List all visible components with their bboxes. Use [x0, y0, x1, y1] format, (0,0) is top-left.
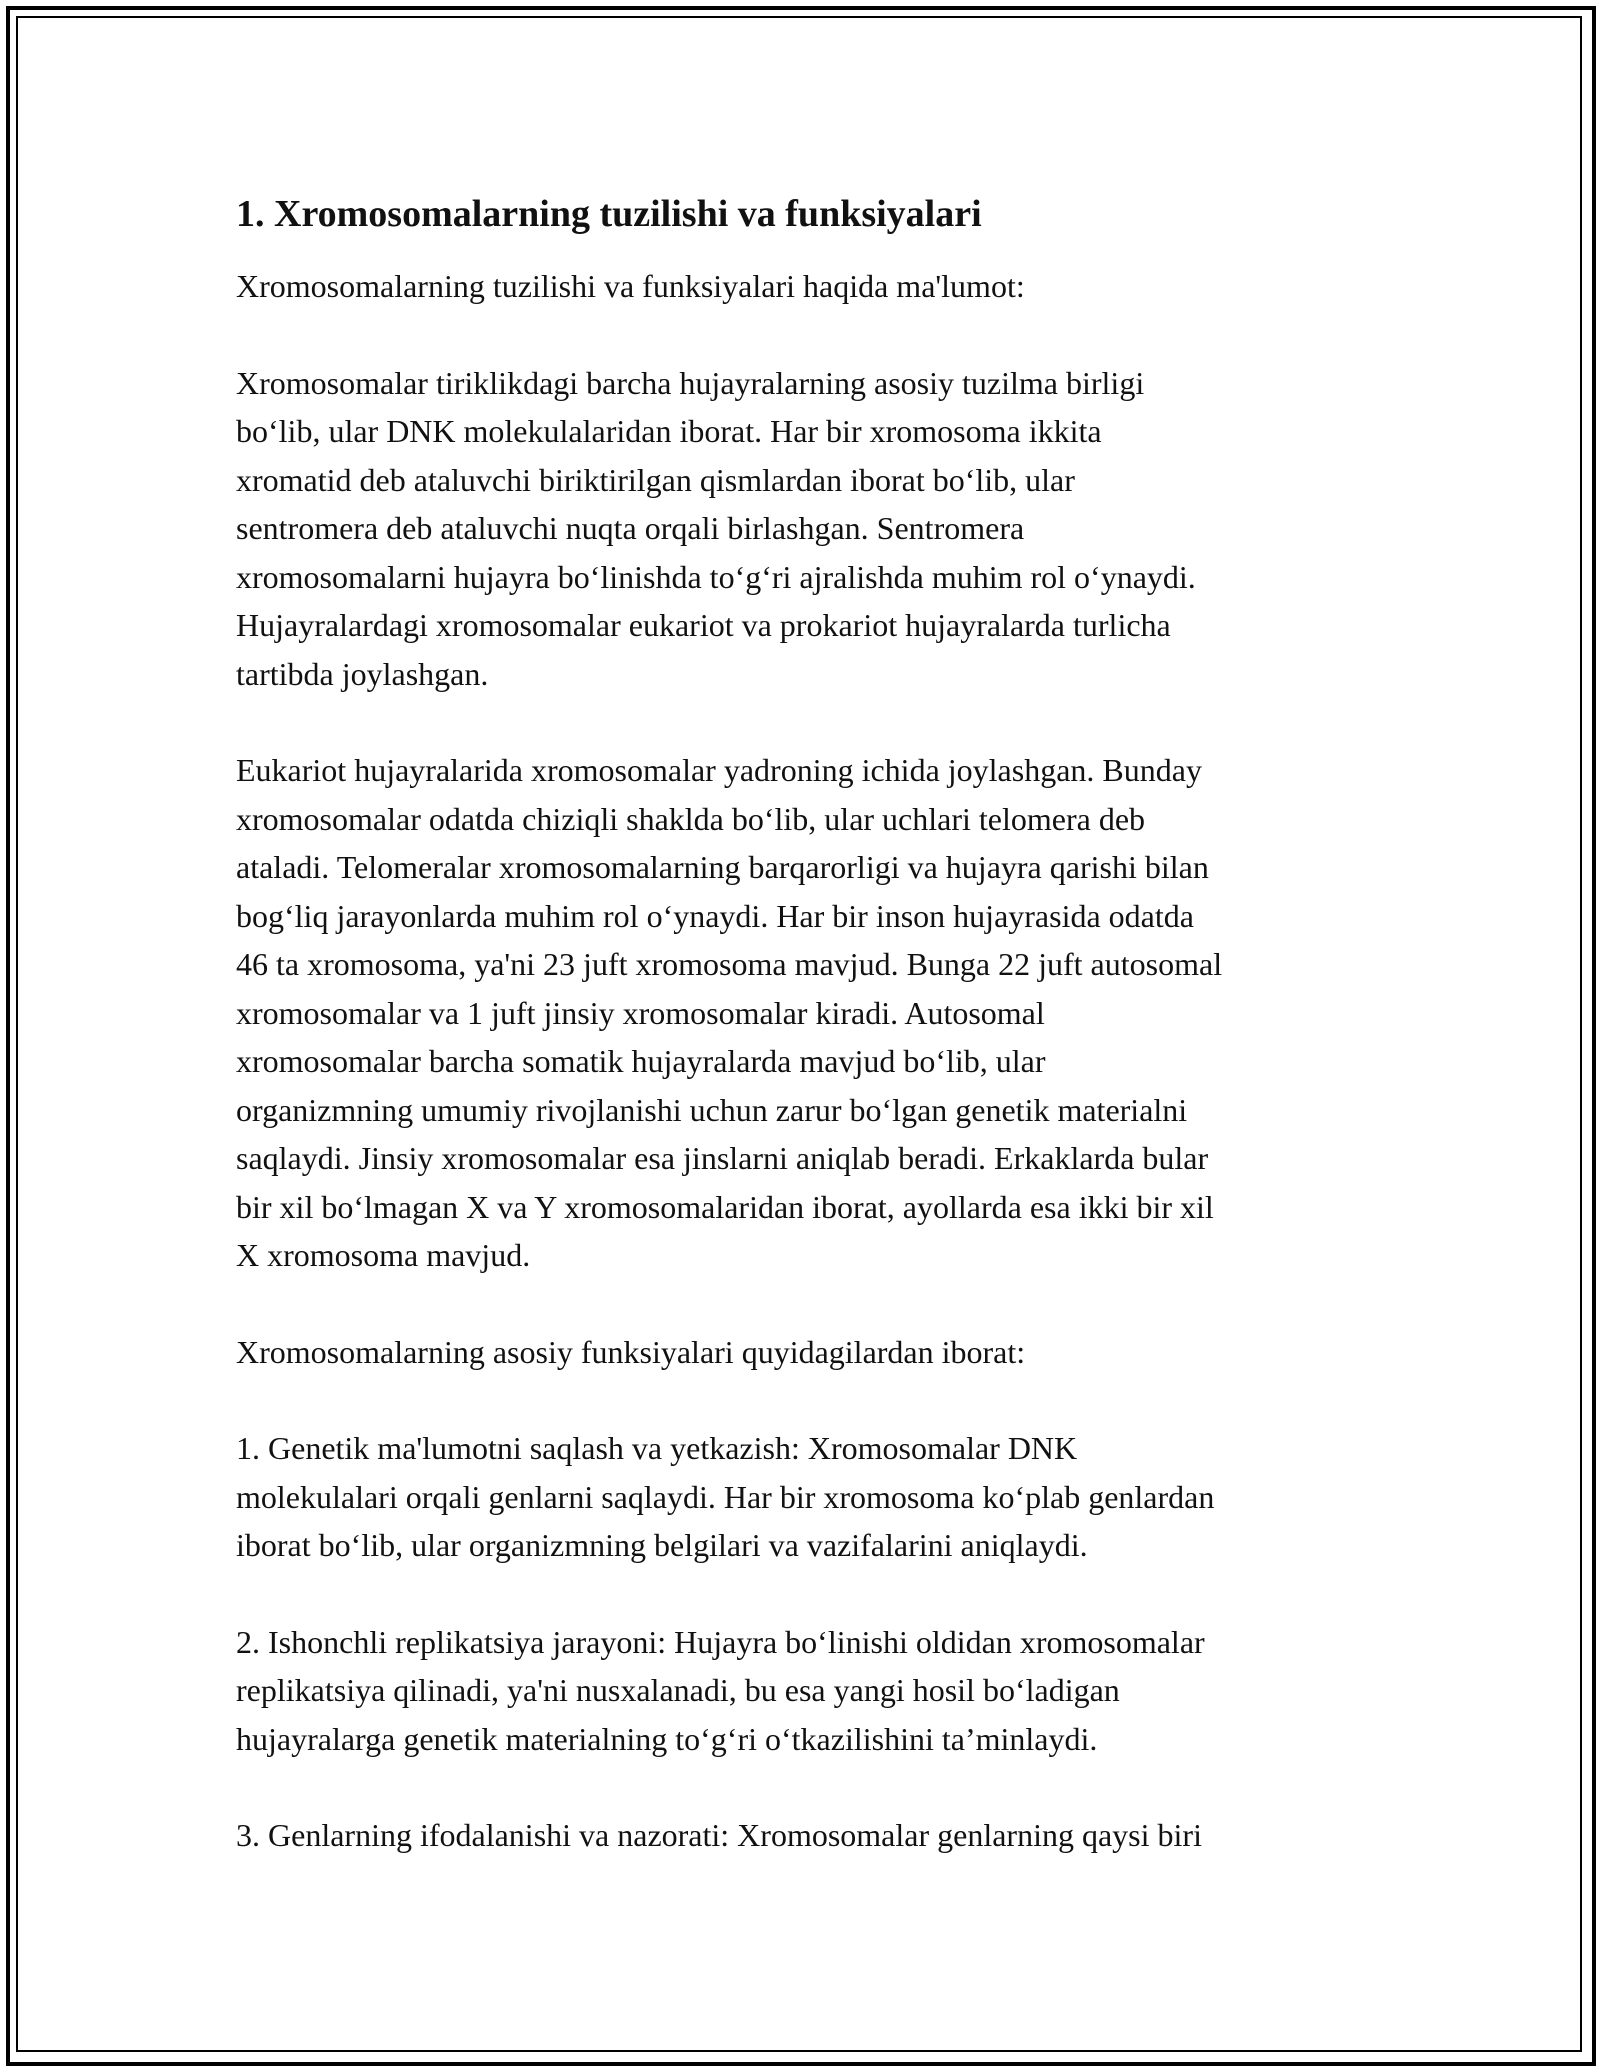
paragraph-structure: Xromosomalar tiriklikdagi barcha hujayralarning asosiy tuzilma birligi bo‘lib, ular DNK molekulalaridan iborat. Har bir xromosoma ikkita xromatid deb ataluvchi biriktirilgan qismlardan iborat bo‘lib, ular sentromera deb ataluvchi nuqta orqali birlashgan. Sentromera xromosomalarni hujayra bo‘linishda to‘g‘ri ajralishda muhim rol o‘ynaydi. Hujayralardagi xromosomalar eukariot va prokariot hujayralarda turlicha tartibda joylashgan.	[236, 364, 1196, 692]
functions-heading-paragraph: Xromosomalarning asosiy funksiyalari quyidagilardan iborat:	[236, 1333, 1026, 1370]
function-item-1: 1. Genetik ma'lumotni saqlash va yetkazish: Xromosomalar DNK molekulalari orqali genlarni saqlaydi. Har bir xromosoma ko‘plab genlardan iborat bo‘lib, ular organizmning belgilari va vazifalarini aniqlaydi.	[236, 1430, 1215, 1563]
paragraph-eukaryotic: Eukariot hujayralarida xromosomalar yadroning ichida joylashgan. Bunday xromosomalar odatda chiziqli shaklda bo‘lib, ular uchlari telomera deb ataladi. Telomeralar xromosomalarning barqarorligi va hujayra qarishi bilan bog‘liq jarayonlarda muhim rol o‘ynaydi. Har bir inson hujayrasida odatda 46 ta xromosoma, ya'ni 23 juft xromosoma mavjud. Bunga 22 juft autosomal xromosomalar va 1 juft jinsiy xromosomalar kiradi. Autosomal xromosomalar barcha somatik hujayralarda mavjud bo‘lib, ular organizmning umumiy rivojlanishi uchun zarur bo‘lgan genetik materialni saqlaydi. Jinsiy xromosomalar esa jinslarni aniqlab beradi. Erkaklarda bular bir xil bo‘lmagan X va Y xromosomalaridan iborat, ayollarda esa ikki bir xil X xromosoma mavjud.	[236, 752, 1223, 1273]
document-title: 1. Xromosomalarning tuzilishi va funksiyalari	[236, 193, 982, 235]
intro-paragraph: Xromosomalarning tuzilishi va funksiyalari haqida ma'lumot:	[236, 268, 1025, 304]
document-body	[236, 190, 1386, 1860]
function-item-2: 2. Ishonchli replikatsiya jarayoni: Hujayra bo‘linishi oldidan xromosomalar replikatsiya qilinadi, ya'ni nusxalanadi, bu esa yangi hosil bo‘ladigan hujayralarga genetik materialning to‘g‘ri o‘tkazilishini ta’minlaydi.	[236, 1623, 1205, 1757]
function-item-3: 3. Genlarning ifodalanishi va nazorati: Xromosomalar genlarning qaysi biri	[236, 1817, 1202, 1853]
